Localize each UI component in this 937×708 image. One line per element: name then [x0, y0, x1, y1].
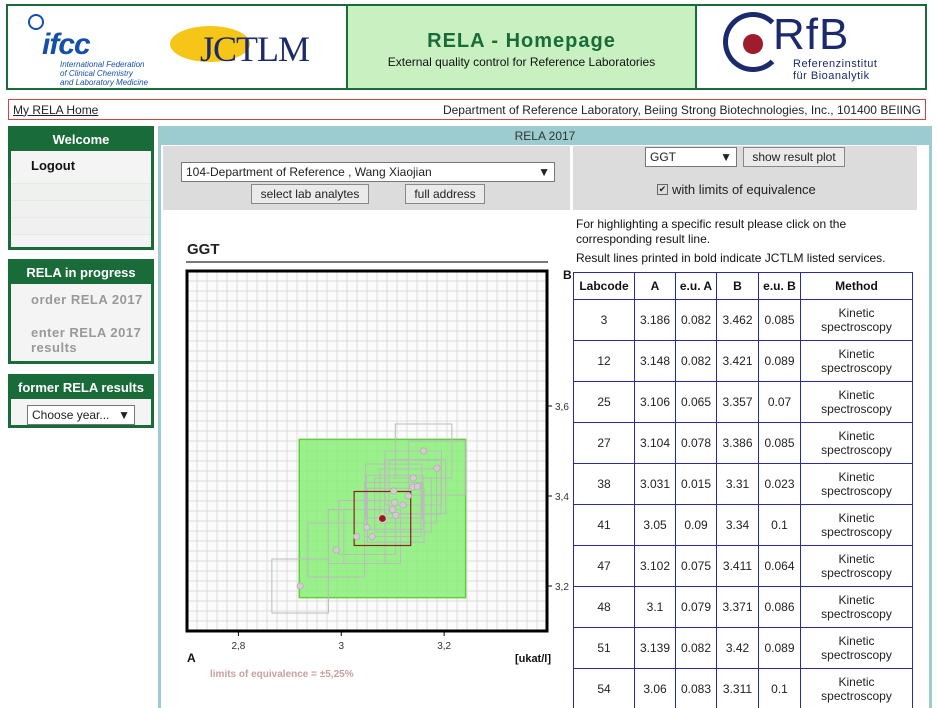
data-point — [405, 493, 411, 499]
table-row[interactable] — [574, 464, 913, 505]
y-tick-label: 3,2 — [555, 582, 569, 593]
table-cell: 0.083 — [676, 669, 717, 708]
jctlm-hint: Result lines printed in bold indicate JCTLM listed services. — [576, 251, 886, 265]
table-cell: 0.09 — [676, 505, 717, 546]
data-point — [420, 448, 426, 454]
data-point — [390, 506, 396, 512]
jctlm-wordmark: JCTLM — [200, 29, 310, 69]
site-title-block — [348, 6, 697, 88]
unit-label: [ukat/l] — [514, 653, 551, 665]
data-point — [391, 488, 397, 494]
highlight-point — [378, 515, 386, 523]
table-row[interactable] — [574, 546, 913, 587]
lab-select[interactable]: 104-Department of Reference , Wang Xiaojian ▼ — [181, 162, 555, 182]
my-rela-home-link[interactable]: My RELA Home — [13, 102, 99, 117]
table-cell: 0.07 — [759, 382, 801, 423]
rela-progress-box — [8, 259, 154, 364]
table-cell: 48 — [574, 587, 635, 628]
table-row[interactable] — [574, 669, 913, 708]
table-cell: 12 — [574, 341, 635, 382]
y-axis-name: B — [563, 268, 572, 282]
data-point — [354, 533, 360, 539]
table-cell: 3.462 — [717, 300, 759, 341]
table-cell: 0.015 — [676, 464, 717, 505]
chevron-down-icon: ▼ — [720, 150, 732, 164]
table-cell: 3.357 — [717, 382, 759, 423]
col-b: B — [717, 273, 759, 300]
progress-heading: RELA in progress — [11, 262, 151, 284]
table-cell: 3.148 — [635, 341, 676, 382]
table-cell: 3.031 — [635, 464, 676, 505]
x-tick-label: 3,2 — [437, 641, 452, 652]
data-point — [400, 502, 406, 508]
table-cell: 0.065 — [676, 382, 717, 423]
table-cell: 0.085 — [759, 423, 801, 464]
table-cell: 3.386 — [717, 423, 759, 464]
welcome-heading: Welcome — [11, 129, 151, 151]
welcome-box — [8, 126, 154, 250]
full-address-button[interactable]: full address — [405, 184, 485, 204]
ifcc-logo[interactable] — [24, 16, 149, 87]
table-cell: 3.139 — [635, 628, 676, 669]
enter-results-link[interactable]: enter RELA 2017 results — [31, 325, 142, 355]
y-tick-label: 3,4 — [555, 492, 569, 503]
table-header-row — [574, 273, 913, 300]
data-point — [434, 465, 440, 471]
method-cell: Kinetic spectroscopy — [801, 628, 913, 669]
plot-title: GGT — [187, 241, 220, 258]
table-cell: 3.06 — [635, 669, 676, 708]
method-cell: Kinetic spectroscopy — [801, 546, 913, 587]
former-heading: former RELA results — [11, 377, 151, 399]
method-cell: Kinetic spectroscopy — [801, 300, 913, 341]
table-cell: 0.1 — [759, 505, 801, 546]
table-cell: 47 — [574, 546, 635, 587]
method-cell: Kinetic spectroscopy — [801, 505, 913, 546]
table-cell: 0.089 — [759, 341, 801, 382]
info-bar — [8, 99, 926, 120]
table-row[interactable] — [574, 628, 913, 669]
highlight-hint: For highlighting a specific result please click on the corresponding result line. — [576, 217, 847, 246]
result-plot[interactable] — [161, 263, 573, 688]
table-cell: 3.421 — [717, 341, 759, 382]
table-cell: 0.079 — [676, 587, 717, 628]
table-cell: 25 — [574, 382, 635, 423]
ifcc-subtitle: International Federation of Clinical Chemistry and Laboratory Medicine — [60, 60, 149, 87]
table-cell: 0.078 — [676, 423, 717, 464]
panel-title: RELA 2017 — [161, 129, 929, 145]
data-point — [333, 547, 339, 553]
table-cell: 3.05 — [635, 505, 676, 546]
table-cell: 3.106 — [635, 382, 676, 423]
page-subtitle: External quality control for Reference Laboratories — [387, 55, 656, 69]
table-cell: 0.064 — [759, 546, 801, 587]
table-cell: 51 — [574, 628, 635, 669]
lab-controls — [163, 146, 570, 210]
data-point — [392, 499, 398, 505]
table-row[interactable] — [574, 300, 913, 341]
col-eu-a: e.u. A — [676, 273, 717, 300]
partner-logos — [8, 6, 348, 88]
x-tick-label: 2,8 — [231, 641, 246, 652]
table-cell: 0.082 — [676, 628, 717, 669]
table-cell: 3.411 — [717, 546, 759, 587]
data-point — [297, 583, 303, 589]
method-cell: Kinetic spectroscopy — [801, 464, 913, 505]
table-cell: 0.075 — [676, 546, 717, 587]
table-cell: 38 — [574, 464, 635, 505]
equivalence-note: limits of equivalence = ±5,25% — [210, 669, 354, 680]
chevron-down-icon: ▼ — [118, 408, 130, 422]
table-cell: 0.089 — [759, 628, 801, 669]
col-a: A — [635, 273, 676, 300]
method-cell: Kinetic spectroscopy — [801, 382, 913, 423]
table-cell: 3.42 — [717, 628, 759, 669]
table-cell: 0.1 — [759, 669, 801, 708]
table-cell: 3.31 — [717, 464, 759, 505]
table-cell: 0.082 — [676, 341, 717, 382]
col-method: Method — [801, 273, 913, 300]
method-cell: Kinetic spectroscopy — [801, 423, 913, 464]
show-result-plot-button[interactable]: show result plot — [743, 147, 845, 167]
table-cell: 54 — [574, 669, 635, 708]
table-cell: 0.085 — [759, 300, 801, 341]
rela-main-panel — [158, 126, 932, 708]
analyte-select[interactable]: GGT ▼ — [645, 147, 737, 167]
data-point — [364, 524, 370, 530]
results-table — [573, 272, 913, 708]
table-cell: 3.102 — [635, 546, 676, 587]
table-cell: 3.186 — [635, 300, 676, 341]
x-tick-label: 3 — [338, 641, 345, 652]
table-row[interactable] — [574, 505, 913, 546]
table-cell: 3 — [574, 300, 635, 341]
chevron-down-icon: ▼ — [538, 165, 550, 179]
rfb-subtitle: Referenzinstitut für Bioanalytik — [793, 58, 878, 82]
data-point — [369, 533, 375, 539]
y-tick-label: 3,6 — [555, 402, 569, 413]
year-select[interactable]: Choose year... ▼ — [27, 405, 135, 425]
ifcc-wordmark: ifcc — [42, 28, 90, 61]
equivalence-option[interactable]: ✔ with limits of equivalence — [658, 182, 816, 197]
table-cell: 3.34 — [717, 505, 759, 546]
x-axis-name: A — [187, 651, 196, 665]
equivalence-checkbox[interactable]: ✔ — [658, 184, 667, 194]
select-lab-analytes-button[interactable]: select lab analytes — [251, 184, 369, 204]
jctlm-logo[interactable] — [170, 22, 330, 74]
table-cell: 0.082 — [676, 300, 717, 341]
table-cell: 41 — [574, 505, 635, 546]
table-row[interactable] — [574, 423, 913, 464]
col-labcode: Labcode — [574, 273, 635, 300]
method-cell: Kinetic spectroscopy — [801, 587, 913, 628]
table-row[interactable] — [574, 382, 913, 423]
table-cell: 3.371 — [717, 587, 759, 628]
table-cell: 0.023 — [759, 464, 801, 505]
table-row[interactable] — [574, 587, 913, 628]
page-title: RELA - Homepage — [427, 30, 616, 52]
lab-address: Department of Reference Laboratory, Beiing Strong Biotechnologies, Inc., 101400 BEIING — [442, 102, 921, 117]
rfb-wordmark: RfB — [773, 10, 850, 59]
data-point — [393, 512, 399, 518]
table-cell: 27 — [574, 423, 635, 464]
data-point — [410, 475, 416, 481]
table-cell: 3.104 — [635, 423, 676, 464]
method-cell: Kinetic spectroscopy — [801, 341, 913, 382]
table-cell: 3.1 — [635, 587, 676, 628]
logout-link[interactable]: Logout — [11, 151, 151, 184]
order-rela-link[interactable]: order RELA 2017 — [31, 292, 143, 307]
former-results-box — [8, 374, 154, 428]
page-header — [6, 4, 927, 90]
table-cell: 0.086 — [759, 587, 801, 628]
table-row[interactable] — [574, 341, 913, 382]
col-eu-b: e.u. B — [759, 273, 801, 300]
plot-controls — [573, 146, 917, 210]
table-cell: 3.311 — [717, 669, 759, 708]
data-point — [414, 483, 420, 489]
rfb-logo[interactable] — [697, 6, 925, 88]
method-cell: Kinetic spectroscopy — [801, 669, 913, 708]
